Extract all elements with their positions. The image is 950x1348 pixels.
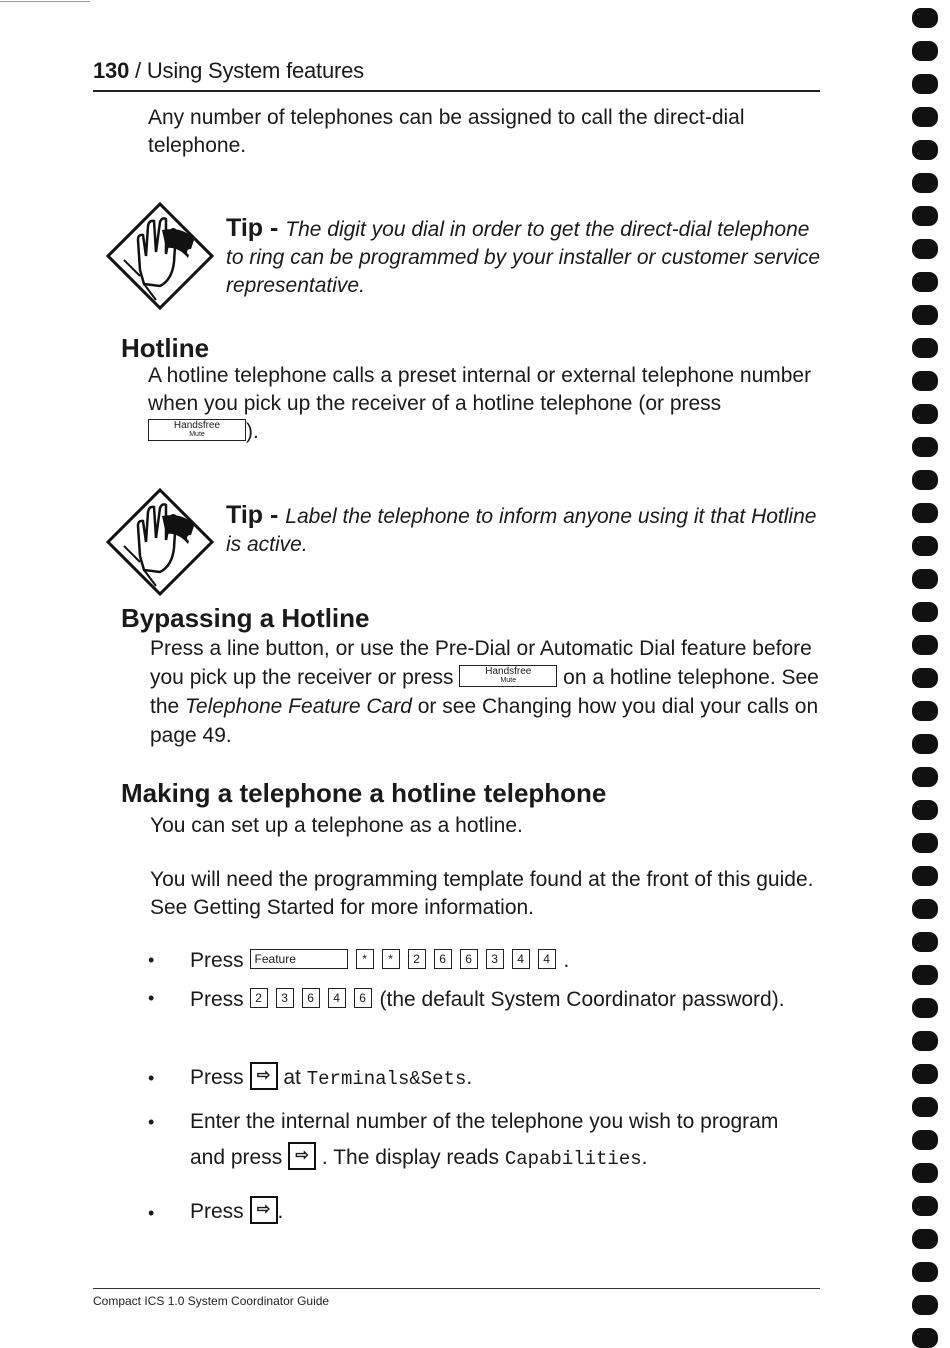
next-arrow-key-icon: ⇨ (288, 1142, 316, 1170)
making-paragraph-1: You can set up a telephone as a hotline. (150, 814, 523, 837)
binding-hole (912, 965, 938, 985)
binding-hole (912, 173, 938, 193)
binding-hole (912, 305, 938, 325)
intro-paragraph: Any number of telephones can be assigned to call the direct-dial telephone. (148, 106, 745, 157)
binding-hole (912, 404, 938, 424)
bypassing-text-mid: on a hotline telephone. See the (150, 666, 819, 718)
binding-hole (912, 437, 938, 457)
step-press: Press (190, 1066, 244, 1089)
dial-key: 6 (460, 949, 478, 969)
step-1 (190, 947, 830, 975)
making-paragraph-2: You will need the programming template found at the front of this guide. See Getting Started for more information. (150, 868, 814, 919)
tip-hand-icon (104, 200, 216, 312)
binding-hole (912, 1064, 938, 1084)
binding-hole (912, 767, 938, 787)
binding-hole (912, 206, 938, 226)
bullet: • (148, 1112, 155, 1132)
dial-key: 3 (276, 988, 294, 1008)
tip-box-2 (226, 501, 826, 559)
key-label-mute: Mute (189, 431, 205, 439)
step-press: Press (190, 1200, 244, 1223)
step-text-mid: . The display reads (321, 1146, 499, 1169)
footer-rule (93, 1288, 820, 1289)
binding-hole (912, 1262, 938, 1282)
binding-hole (912, 635, 938, 655)
binding-hole (912, 1295, 938, 1315)
step-end: . (641, 1146, 648, 1169)
dial-key: 4 (512, 949, 530, 969)
dial-key: 2 (408, 949, 426, 969)
dial-key: 6 (434, 949, 452, 969)
binding-hole (912, 8, 938, 28)
spiral-binding (908, 0, 950, 1348)
bullet: • (148, 950, 155, 970)
binding-hole (912, 866, 938, 886)
next-arrow-key-icon: ⇨ (250, 1196, 278, 1224)
feature-card-reference: Telephone Feature Card (185, 695, 412, 718)
key-label-handsfree: Handsfree (173, 420, 221, 432)
tip-dash: - (263, 501, 286, 529)
bullet: • (148, 1203, 155, 1223)
binding-hole (912, 1328, 938, 1348)
binding-hole (912, 107, 938, 127)
step-text: at (283, 1066, 301, 1089)
binding-hole (912, 239, 938, 259)
display-text: Capabilities (504, 1148, 642, 1170)
page-number: 130 (93, 58, 130, 83)
step-text: and press (190, 1146, 283, 1169)
key-label-handsfree: Handsfree (485, 666, 532, 678)
bypassing-paragraph (150, 634, 820, 750)
dial-key: 3 (486, 949, 504, 969)
heading-bypassing: Bypassing a Hotline (121, 603, 370, 633)
heading-making-hotline: Making a telephone a hotline telephone (121, 778, 607, 808)
tip-text: Label the telephone to inform anyone using it that Hotline is active. (226, 505, 817, 556)
hotline-text: A hotline telephone calls a preset internal or external telephone number when you pick up the receiver of a hotline telephone (or press (148, 364, 812, 415)
heading-hotline: Hotline (121, 333, 210, 363)
binding-hole (912, 998, 938, 1018)
bullet: • (148, 1068, 155, 1088)
step-5 (190, 1198, 830, 1226)
binding-hole (912, 602, 938, 622)
handsfree-mute-key (148, 419, 246, 441)
tip-box-1 (226, 214, 826, 300)
dial-key: * (382, 949, 400, 969)
dial-key: * (356, 949, 374, 969)
binding-hole (912, 1196, 938, 1216)
binding-hole (912, 470, 938, 490)
hotline-paragraph (148, 362, 818, 446)
page-header (93, 58, 364, 84)
footer-text: Compact ICS 1.0 System Coordinator Guide (93, 1294, 330, 1308)
binding-hole (912, 701, 938, 721)
binding-hole (912, 668, 938, 688)
display-text: Terminals&Sets (306, 1068, 467, 1090)
binding-hole (912, 932, 938, 952)
handsfree-mute-key (459, 665, 557, 687)
dial-key: 6 (354, 988, 372, 1008)
step-end: . (466, 1066, 473, 1089)
binding-hole (912, 1163, 938, 1183)
dial-key: 2 (250, 988, 268, 1008)
binding-hole (912, 1031, 938, 1051)
hotline-text-end: ). (246, 420, 259, 443)
feature-key: Feature (250, 949, 348, 969)
header-rule (93, 90, 820, 92)
tip-label: Tip (226, 214, 264, 242)
binding-hole (912, 74, 938, 94)
bypassing-text-end: or see Changing how you dial your calls on page 49. (150, 695, 819, 747)
binding-hole (912, 800, 938, 820)
tip-text: The digit you dial in order to get the direct-dial telephone to ring can be programmed by your installer or customer service representative. (226, 218, 821, 297)
step-2 (190, 986, 830, 1014)
next-arrow-key-icon: ⇨ (250, 1062, 278, 1090)
step-end: . (277, 1200, 284, 1223)
binding-hole (912, 272, 938, 292)
step-press: Press (190, 949, 244, 972)
dial-key: 4 (538, 949, 556, 969)
binding-hole (912, 569, 938, 589)
tip-hand-icon (104, 486, 216, 598)
binding-hole (912, 899, 938, 919)
binding-hole (912, 734, 938, 754)
binding-hole (912, 41, 938, 61)
step-press: Press (190, 988, 244, 1011)
binding-hole (912, 1097, 938, 1117)
step-end: . (563, 949, 570, 972)
binding-hole (912, 338, 938, 358)
key-label-mute: Mute (500, 677, 517, 685)
dial-key: 4 (328, 988, 346, 1008)
step-text: (the default System Coordinator password). (379, 988, 785, 1011)
binding-hole (912, 833, 938, 853)
binding-hole (912, 371, 938, 391)
step-line-2 (190, 1144, 830, 1173)
binding-hole (912, 1130, 938, 1150)
section-title: Using System features (146, 58, 364, 83)
header-separator: / (129, 58, 147, 83)
binding-hole (912, 536, 938, 556)
bullet: • (148, 988, 155, 1008)
bypassing-text: Press a line button, or use the Pre-Dial or Automatic Dial feature before you pick up the receiver or press (150, 637, 812, 689)
scan-edge-line (0, 1, 90, 2)
tip-label: Tip (226, 501, 264, 529)
binding-hole (912, 140, 938, 160)
dial-key: 6 (302, 988, 320, 1008)
step-4 (190, 1108, 830, 1173)
binding-hole (912, 503, 938, 523)
tip-dash: - (263, 214, 286, 242)
binding-hole (912, 1229, 938, 1249)
step-3 (190, 1064, 830, 1093)
step-line-1: Enter the internal number of the telephone you wish to program (190, 1110, 779, 1133)
